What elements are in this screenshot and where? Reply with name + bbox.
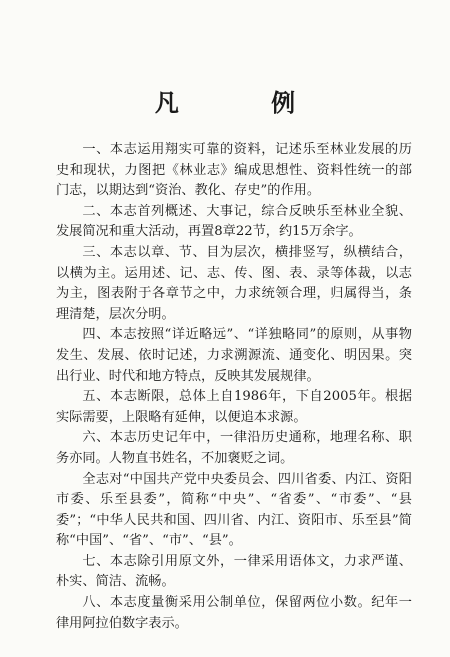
paragraph-7: 全志对“中国共产党中央委员会、四川省委、内江、资阳市委、乐至县委”，简称“中央”、“省委”、“市委”、“县委”；“中华人民共和国、四川省、内江、资阳市、乐至县”简称“中国”、“省”、“市”、“县”。 — [56, 471, 412, 549]
page-title: 凡 例 — [154, 88, 338, 117]
paragraph-6: 六、本志历史记年中，一律沿历史通称，地理名称、职务亦同。人物直书姓名，不加褒贬之词。 — [56, 430, 412, 466]
paragraph-9: 八、本志度量衡采用公制单位，保留两位小数。纪年一律用阿拉伯数字表示。 — [56, 595, 412, 631]
paragraph-8: 七、本志除引用原文外，一律采用语体文，力求严谨、朴实、简洁、流畅。 — [56, 553, 412, 590]
paragraph-4: 四、本志按照“详近略远”、“详独略同”的原则，从事物发生、发展、依时记述，力求溯源流、通变化、明因果。突出行业、时代和地方特点，反映其发展规律。 — [56, 327, 412, 384]
body-text — [56, 140, 412, 634]
paragraph-3: 三、本志以章、节、目为层次，横排竖写，纵横结合，以横为主。运用述、记、志、传、图、表、录等体裁，以志为主，图表附于各章节之中，力求统领合理，归属得当，条理清楚，层次分明。 — [56, 244, 412, 322]
paragraph-1: 一、本志运用翔实可靠的资料，记述乐至林业发展的历史和现状，力图把《林业志》编成思想性、资料性统一的部门志，以期达到“资治、教化、存史”的作用。 — [56, 142, 412, 199]
paragraph-5: 五、本志断限，总体上自1986年，下自2005年。根据实际需要，上限略有延伸，以便追本求源。 — [56, 389, 412, 425]
paragraph-2: 二、本志首列概述、大事记，综合反映乐至林业全貌、发展简况和重大活动，再置8章22节，约15万余字。 — [56, 203, 412, 240]
